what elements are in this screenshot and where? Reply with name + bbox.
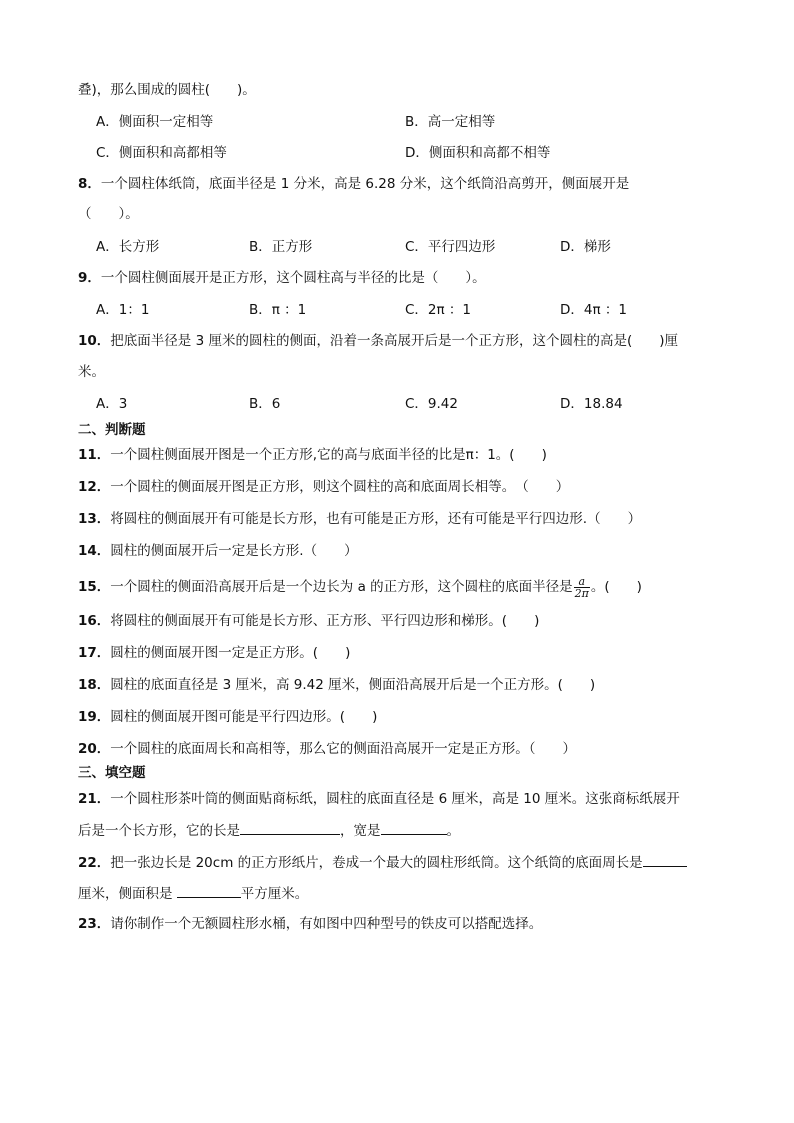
q20: [78, 739, 576, 759]
q21-stem: [78, 789, 680, 809]
q16-number: 16．: [78, 613, 111, 629]
section-heading-judgement: 二、判断题: [78, 422, 146, 438]
q9-option-c: C．2π ：1: [405, 302, 472, 318]
q13-number: 13．: [78, 511, 111, 527]
q17-text: 圆柱的侧面展开图一定是正方形。( ): [110, 645, 351, 661]
q9-option-b: B．π ：1: [249, 302, 307, 318]
q9-stem: [78, 268, 486, 288]
q15-text: 一个圆柱的侧面沿高展开后是一个边长为 a 的正方形，这个圆柱的底面半径是: [110, 579, 573, 595]
q8-option-a: A．长方形: [96, 239, 160, 255]
q9-number: 9．: [78, 270, 101, 286]
q21-width-blank[interactable]: [381, 820, 447, 835]
q21-text-part2: ，宽是: [340, 823, 381, 839]
q14: [78, 541, 358, 561]
q19-number: 19．: [78, 709, 111, 725]
q10-stem-line2: 米。: [78, 364, 105, 380]
q9-option-d: D．4π ：1: [560, 302, 627, 318]
q15-number: 15．: [78, 579, 111, 595]
q22-text-part2: 平方厘米。: [240, 886, 309, 902]
q10-option-d: D．18.84: [560, 396, 623, 412]
q22-circumference-blank[interactable]: [643, 852, 687, 867]
q21-text-part1: 后是一个长方形，它的长是: [78, 823, 240, 839]
q18-text: 圆柱的底面直径是 3 厘米，高 9.42 厘米，侧面沿高展开后是一个正方形。( ): [110, 677, 596, 693]
q8-option-b: B．正方形: [249, 239, 313, 255]
q8-text: 一个圆柱体纸筒，底面半径是 1 分米，高是 6.28 分米，这个纸筒沿高剪开，侧面展开是: [100, 176, 630, 192]
q15-fraction: [574, 576, 590, 599]
q10-option-a: A．3: [96, 396, 128, 412]
q18: [78, 675, 595, 695]
q8-number: 8．: [78, 176, 101, 192]
q18-number: 18．: [78, 677, 111, 693]
q21-number: 21．: [78, 791, 111, 807]
q9-text: 一个圆柱侧面展开是正方形，这个圆柱高与半径的比是（ ）。: [100, 270, 486, 286]
q14-number: 14．: [78, 543, 111, 559]
q8-stem-line2: （ ）。: [78, 206, 139, 222]
q13: [78, 509, 641, 529]
q21-text: 一个圆柱形茶叶筒的侧面贴商标纸，圆柱的底面直径是 6 厘米，高是 10 厘米。这张商标纸展开: [110, 791, 680, 807]
q10-stem: [78, 331, 678, 351]
q22-stem-line2: [78, 883, 308, 904]
q21-stem-line2: [78, 820, 460, 841]
q11-number: 11．: [78, 447, 111, 463]
q15-fraction-numerator: a: [574, 576, 590, 588]
q12: [78, 477, 569, 497]
q22-area-blank[interactable]: [177, 883, 241, 898]
q10-number: 10．: [78, 333, 111, 349]
q10-option-b: B．6: [249, 396, 281, 412]
q15-fraction-denominator: 2π: [574, 586, 589, 600]
q7-option-d: D．侧面积和高都不相等: [405, 145, 551, 161]
q23-stem: [78, 914, 542, 934]
q15: [78, 574, 642, 600]
q7-option-c: C．侧面积和高都相等: [96, 145, 227, 161]
section-heading-fill-blank: 三、填空题: [78, 765, 146, 781]
q21-text-part3: 。: [446, 823, 460, 839]
q12-number: 12．: [78, 479, 111, 495]
q7-option-b: B．高一定相等: [405, 114, 496, 130]
q22-text-part1: 厘米，侧面积是: [78, 886, 173, 902]
q14-text: 圆柱的侧面展开后一定是长方形.（ ）: [110, 543, 358, 559]
q8-option-d: D．梯形: [560, 239, 611, 255]
q22-stem: [78, 852, 687, 873]
q12-text: 一个圆柱的侧面展开图是正方形，则这个圆柱的高和底面周长相等。 （ ）: [110, 479, 570, 495]
q16: [78, 611, 539, 631]
q11: [78, 445, 547, 465]
q10-text: 把底面半径是 3 厘米的圆柱的侧面，沿着一条高展开后是一个正方形，这个圆柱的高是( )厘: [110, 333, 679, 349]
q19-text: 圆柱的侧面展开图可能是平行四边形。( ): [110, 709, 378, 725]
q22-text: 把一张边长是 20cm 的正方形纸片，卷成一个最大的圆柱形纸筒。这个纸筒的底面周长是: [110, 855, 643, 871]
q15-text-end: 。( ): [590, 579, 642, 595]
q23-number: 23．: [78, 916, 111, 932]
q7-option-a: A．侧面积一定相等: [96, 114, 214, 130]
q13-text: 将圆柱的侧面展开有可能是长方形，也有可能是正方形，还有可能是平行四边形.（ ）: [110, 511, 642, 527]
q9-option-a: A．1：1: [96, 302, 150, 318]
q17: [78, 643, 350, 663]
q23-text: 请你制作一个无额圆柱形水桶，有如图中四种型号的铁皮可以搭配选择。: [110, 916, 543, 932]
q20-text: 一个圆柱的底面周长和高相等，那么它的侧面沿高展开一定是正方形。（ ）: [110, 741, 577, 757]
q10-option-c: C．9.42: [405, 396, 458, 412]
q16-text: 将圆柱的侧面展开有可能是长方形、正方形、平行四边形和梯形。( ): [110, 613, 540, 629]
q19: [78, 707, 377, 727]
q8-option-c: C．平行四边形: [405, 239, 496, 255]
q8-stem: [78, 174, 629, 194]
q21-length-blank[interactable]: [240, 820, 340, 835]
q22-number: 22．: [78, 855, 111, 871]
q7-continuation: 叠)，那么围成的圆柱( )。: [78, 82, 256, 98]
q20-number: 20．: [78, 741, 111, 757]
q11-text: 一个圆柱侧面展开图是一个正方形,它的高与底面半径的比是π：1。( ): [110, 447, 547, 463]
q17-number: 17．: [78, 645, 111, 661]
